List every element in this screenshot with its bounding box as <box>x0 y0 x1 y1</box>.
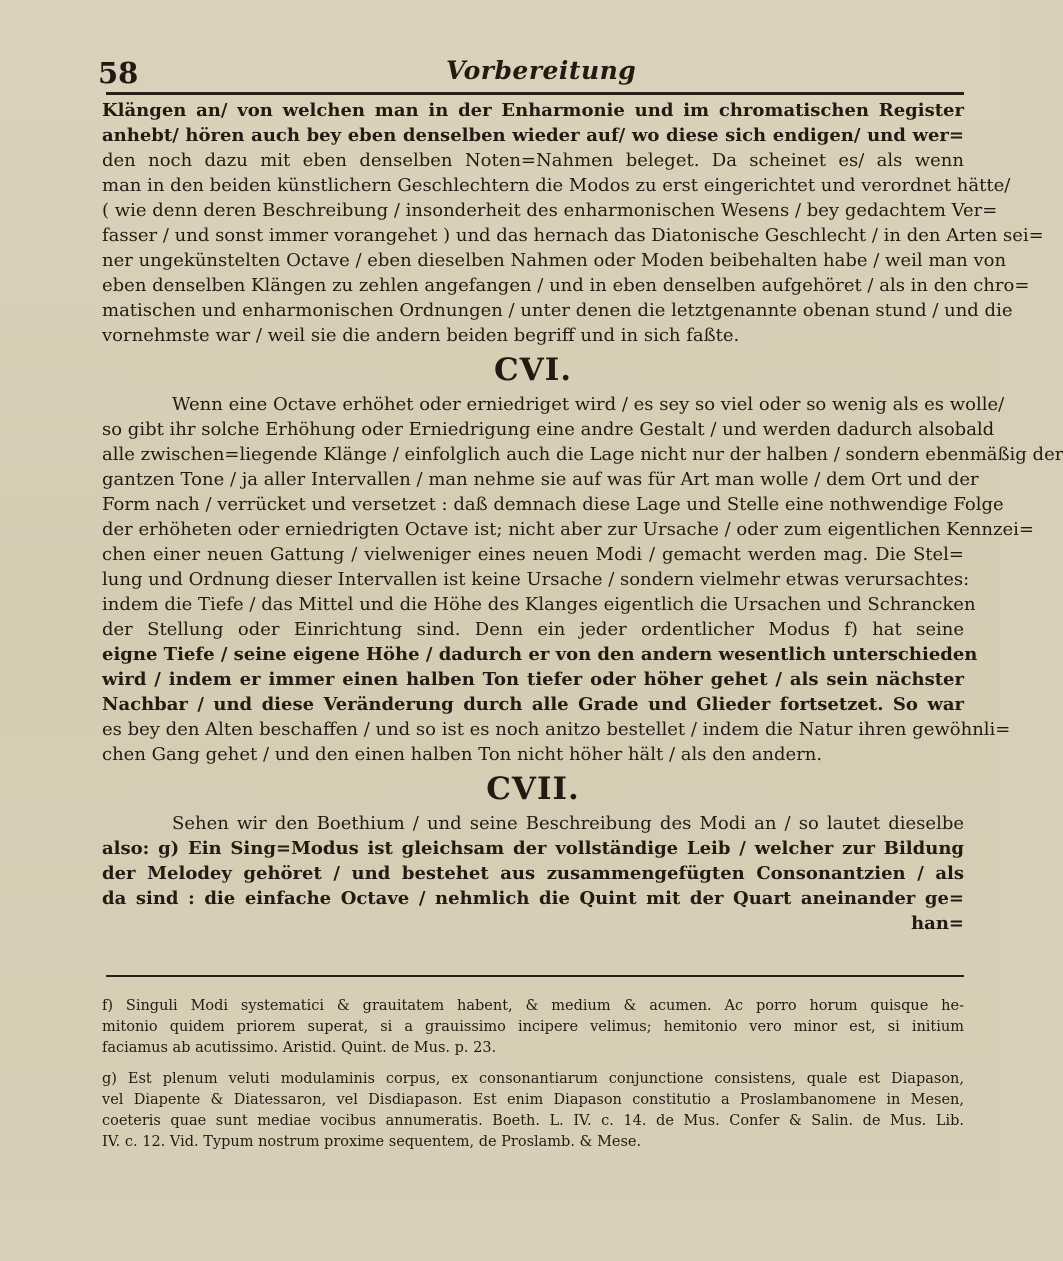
text-line: gantzen Tone / ja aller Intervallen / man nehme sie auf was für Art man wolle / dem Ort und der <box>102 469 979 490</box>
footnote-g-line: coeteris quae sunt mediae vocibus annumeratis. Boeth. L. IV. c. 14. de Mus. Confer & Salin. de Mus. Lib. <box>102 1113 964 1129</box>
text-line: Nachbar / und diese Veränderung durch alle Grade und Glieder fortsetzet. So war <box>102 694 964 715</box>
text-line: fasser / und sonst immer vorangehet ) und das hernach das Diatonische Geschlecht / in den Arten sei= <box>102 225 1044 246</box>
footnote-g-line: g) Est plenum veluti modulaminis corpus, ex consonantiarum conjunctione consistens, quale est Diapason, <box>102 1071 964 1087</box>
text-line: der Stellung oder Einrichtung sind. Denn ein jeder ordentlicher Modus f) hat seine <box>102 619 964 640</box>
text-line: es bey den Alten beschaffen / und so ist es noch anitzo bestellet / indem die Natur ihren gewöhnli= <box>102 719 1011 740</box>
text-line: ( wie denn deren Beschreibung / insonderheit des enharmonischen Wesens / bey gedachtem Ver= <box>102 200 998 221</box>
footnote-f-line: mitonio quidem priorem superat, si a grauissimo incipere velimus; hemitonio vero minor est, si initium <box>102 1019 964 1035</box>
text-line: eben denselben Klängen zu zehlen angefangen / und in eben denselben aufgehöret / als in den chro= <box>102 275 1030 296</box>
text-line: eigne Tiefe / seine eigene Höhe / dadurch er von den andern wesentlich unterschieden <box>102 644 978 665</box>
text-line: chen Gang gehet / und den einen halben Ton nicht höher hält / als den andern. <box>102 744 823 765</box>
text-line: chen einer neuen Gattung / vielweniger eines neuen Modi / gemacht werden mag. Die Stel= <box>102 544 964 565</box>
footnote-f-line: f) Singuli Modi systematici & grauitatem habent, & medium & acumen. Ac porro horum quisque he- <box>102 998 964 1014</box>
text-line: anhebt/ hören auch bey eben denselben wieder auf/ wo diese sich endigen/ und wer= <box>102 125 964 146</box>
text-line: Wenn eine Octave erhöhet oder erniedriget wird / es sey so viel oder so wenig als es wolle/ <box>172 394 1005 415</box>
footnote-rule <box>106 975 964 977</box>
text-line: indem die Tiefe / das Mittel und die Höhe des Klanges eigentlich die Ursachen und Schrancken <box>102 594 976 615</box>
text-line: der Melodey gehöret / und bestehet aus zusammengefügten Consonantzien / als <box>102 863 964 884</box>
text-line: man in den beiden künstlichern Geschlechtern die Modos zu erst eingerichtet und verordnet hätte/ <box>102 175 1011 196</box>
text-line: Form nach / verrücket und versetzet : daß demnach diese Lage und Stelle eine nothwendige Folge <box>102 494 1004 515</box>
running-title: Vorbereitung <box>446 56 637 85</box>
footnote-g-line: vel Diapente & Diatessaron, vel Disdiapason. Est enim Diapason constitutio a Proslambanomene in Mesen, <box>102 1092 964 1108</box>
header-rule <box>106 92 964 95</box>
text-line: Klängen an/ von welchen man in der Enharmonie und im chromatischen Register <box>102 100 964 121</box>
text-line: alle zwischen=liegende Klänge / einfolglich auch die Lage nicht nur der halben / sondern ebenmäßig der <box>102 444 1063 465</box>
text-line: so gibt ihr solche Erhöhung oder Erniedrigung eine andre Gestalt / und werden dadurch alsobald <box>102 419 995 440</box>
footnotes <box>102 996 964 1153</box>
text-line: vornehmste war / weil sie die andern beiden begriff und in sich faßte. <box>102 325 740 346</box>
text-line: matischen und enharmonischen Ordnungen / unter denen die letztgenannte obenan stund / und die <box>102 300 1013 321</box>
footnote-g-line: IV. c. 12. Vid. Typum nostrum proxime sequentem, de Proslamb. & Mese. <box>102 1134 642 1150</box>
page-number: 58 <box>98 56 139 90</box>
text-line: wird / indem er immer einen halben Ton tiefer oder höher gehet / als sein nächster <box>102 669 964 690</box>
text-line: ner ungekünstelten Octave / eben dieselben Nahmen oder Moden beibehalten habe / weil man von <box>102 250 1007 271</box>
text-line: Sehen wir den Boethium / und seine Beschreibung des Modi an / so lautet dieselbe <box>172 813 964 834</box>
page-header <box>96 50 964 90</box>
text-line: lung und Ordnung dieser Intervallen ist keine Ursache / sondern vielmehr etwas verursachtes: <box>102 569 970 590</box>
text-line: da sind : die einfache Octave / nehmlich die Quint mit der Quart aneinander ge= <box>102 888 964 909</box>
section-heading-cvii: CVII. <box>486 771 580 807</box>
text-line: den noch dazu mit eben denselben Noten=Nahmen beleget. Da scheinet es/ als wenn <box>102 150 964 171</box>
section-heading-cvi: CVI. <box>493 352 573 388</box>
text-line: der erhöheten oder erniedrigten Octave ist; nicht aber zur Ursache / oder zum eigentlichen Kennzei= <box>102 519 1034 540</box>
main-text <box>102 98 1063 936</box>
text-line: also: g) Ein Sing=Modus ist gleichsam der vollständige Leib / welcher zur Bildung <box>102 838 964 859</box>
catchword: han= <box>911 913 964 934</box>
footnote-f-line: faciamus ab acutissimo. Aristid. Quint. de Mus. p. 23. <box>102 1040 497 1056</box>
